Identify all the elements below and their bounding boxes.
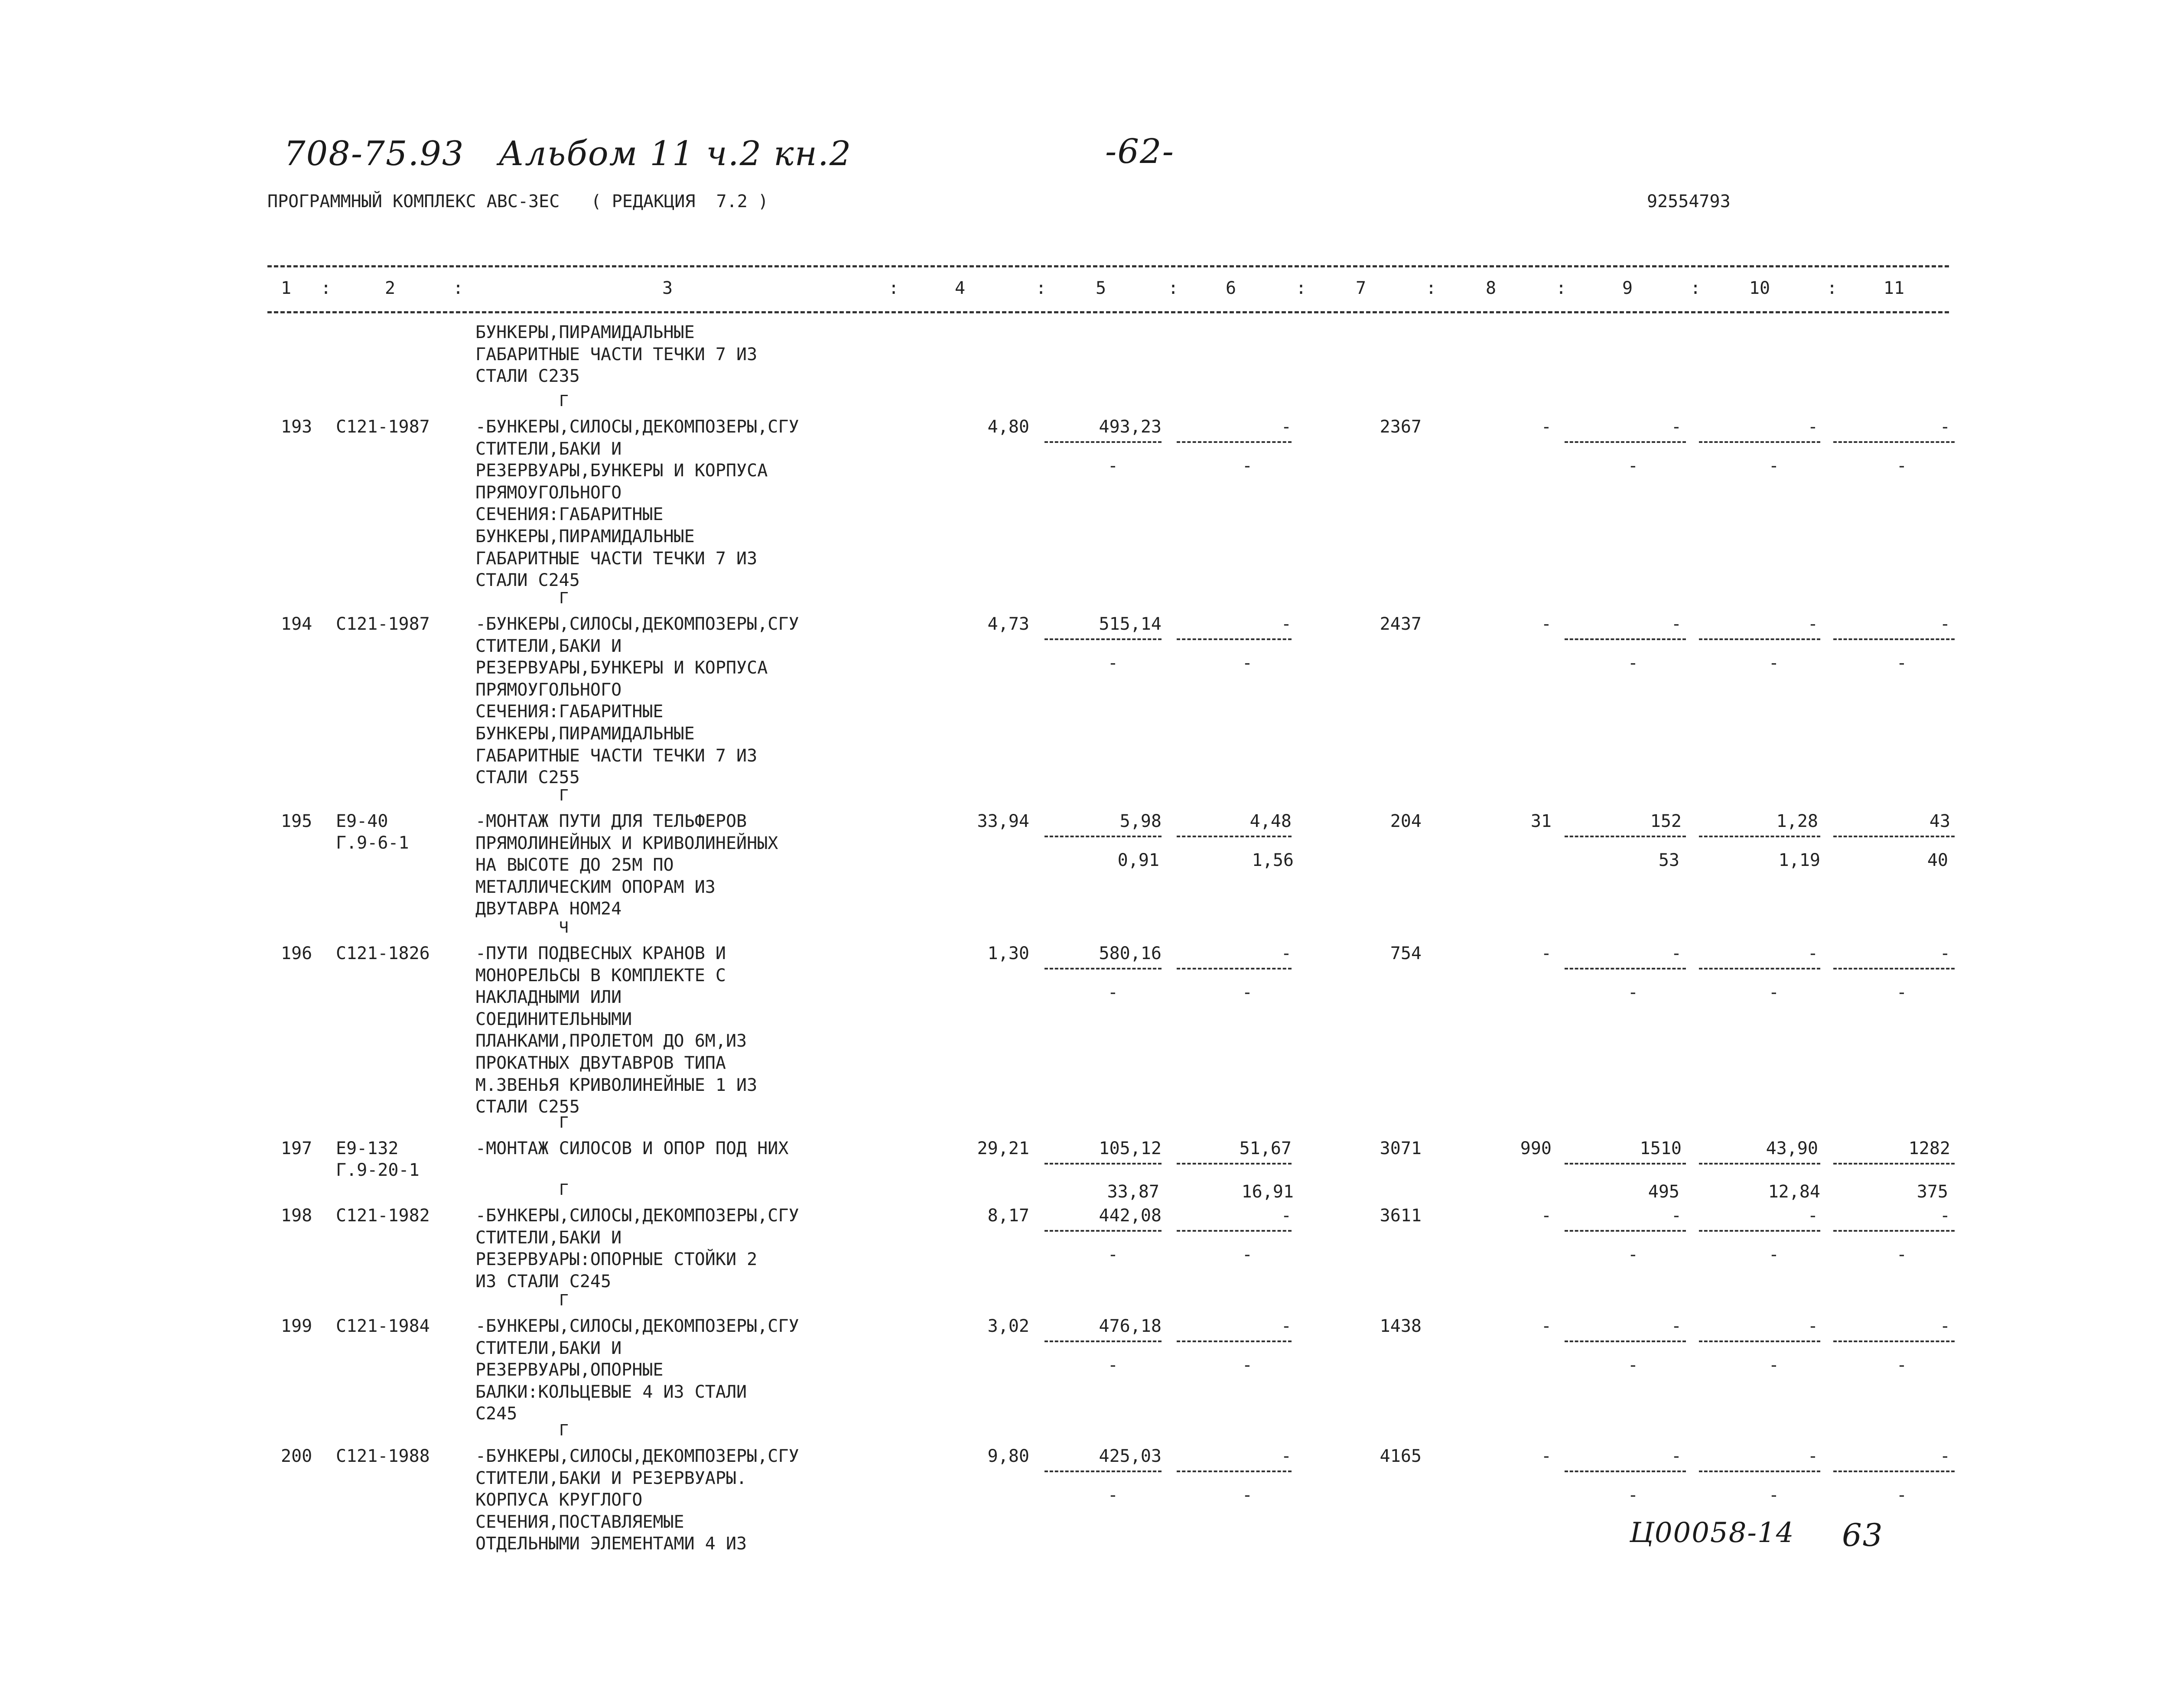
row-mark: Г bbox=[559, 1422, 569, 1439]
column-separator: : bbox=[1827, 278, 1838, 298]
description-line: СТАЛИ С255 bbox=[475, 768, 580, 788]
cell-col9: - bbox=[1671, 1316, 1682, 1336]
column-label: 4 bbox=[954, 278, 966, 298]
column-separator: : bbox=[1556, 278, 1567, 298]
cell-col8: - bbox=[1541, 1206, 1552, 1226]
carryover-line: СТАЛИ С235 bbox=[475, 366, 580, 387]
value-divider bbox=[1044, 1230, 1162, 1232]
column-separator: : bbox=[1690, 278, 1701, 298]
cell-col10: - bbox=[1807, 614, 1818, 634]
description-line: -БУНКЕРЫ,СИЛОСЫ,ДЕКОМПОЗЕРЫ,СГУ bbox=[475, 1446, 799, 1466]
value-divider bbox=[1833, 1230, 1955, 1232]
value-divider bbox=[1044, 441, 1162, 443]
description-line: НА ВЫСОТЕ ДО 25М ПО bbox=[475, 855, 674, 875]
cell-col7: 4165 bbox=[1380, 1446, 1422, 1466]
value-divider bbox=[1177, 968, 1292, 969]
description-line: ПРЯМОУГОЛЬНОГО bbox=[475, 482, 622, 503]
description-line: СЕЧЕНИЯ,ПОСТАВЛЯЕМЫЕ bbox=[475, 1512, 684, 1532]
row-number: 195 bbox=[281, 811, 312, 831]
cell-col4: 4,73 bbox=[987, 614, 1029, 634]
value-divider bbox=[1565, 1340, 1686, 1342]
description-line: НАКЛАДНЫМИ ИЛИ bbox=[475, 987, 622, 1008]
cell-col9: 152 bbox=[1650, 811, 1682, 831]
cell-col5-sub: - bbox=[1107, 1355, 1118, 1375]
row-number: 198 bbox=[281, 1206, 312, 1226]
cell-col11: - bbox=[1939, 1446, 1950, 1466]
cell-col7: 3611 bbox=[1380, 1206, 1422, 1226]
row-mark: Г bbox=[559, 392, 569, 410]
cell-col4: 33,94 bbox=[977, 811, 1029, 831]
description-line: ПРЯМОЛИНЕЙНЫХ И КРИВОЛИНЕЙНЫХ bbox=[475, 833, 778, 853]
value-divider bbox=[1833, 441, 1955, 443]
cell-col6-sub: 16,91 bbox=[1241, 1182, 1294, 1202]
cell-col7: 1438 bbox=[1380, 1316, 1422, 1336]
cell-col5: 515,14 bbox=[1099, 614, 1162, 634]
description-line: ИЗ СТАЛИ С245 bbox=[475, 1271, 612, 1292]
row-description bbox=[475, 1315, 909, 1425]
description-line: ПРЯМОУГОЛЬНОГО bbox=[475, 680, 622, 700]
cell-col10-sub: - bbox=[1768, 983, 1779, 1002]
cell-col7: 2367 bbox=[1380, 417, 1422, 437]
value-divider bbox=[1699, 968, 1820, 969]
value-divider bbox=[1565, 638, 1686, 640]
cell-col9-sub: - bbox=[1627, 653, 1638, 673]
cell-col6-sub: 1,56 bbox=[1252, 850, 1294, 870]
cell-col6: - bbox=[1281, 1446, 1292, 1466]
header-rule-top bbox=[267, 265, 1949, 267]
column-separator: : bbox=[1296, 278, 1307, 298]
value-divider bbox=[1177, 1230, 1292, 1232]
value-divider bbox=[1699, 1230, 1820, 1232]
page-number: -62- bbox=[1105, 132, 1175, 171]
row-description bbox=[475, 1138, 909, 1160]
cell-col10-sub: - bbox=[1768, 1245, 1779, 1265]
cell-col9-sub: - bbox=[1627, 983, 1638, 1002]
cell-col10-sub: - bbox=[1768, 456, 1779, 476]
description-line: СЕЧЕНИЯ:ГАБАРИТНЫЕ bbox=[475, 702, 664, 722]
description-line: СОЕДИНИТЕЛЬНЫМИ bbox=[475, 1009, 632, 1029]
description-line: ОТДЕЛЬНЫМИ ЭЛЕМЕНТАМИ 4 ИЗ bbox=[475, 1534, 747, 1554]
description-line: -БУНКЕРЫ,СИЛОСЫ,ДЕКОМПОЗЕРЫ,СГУ bbox=[475, 614, 799, 634]
value-divider bbox=[1833, 638, 1955, 640]
cell-col6-sub: - bbox=[1242, 1355, 1253, 1375]
value-divider bbox=[1565, 441, 1686, 443]
cell-col6-sub: - bbox=[1242, 983, 1253, 1002]
cell-col7: 3071 bbox=[1380, 1139, 1422, 1158]
description-line: М.ЗВЕНЬЯ КРИВОЛИНЕЙНЫЕ 1 ИЗ bbox=[475, 1075, 758, 1095]
row-code: С121-1826 bbox=[336, 943, 430, 963]
column-label: 1 bbox=[280, 278, 292, 298]
description-line: СТАЛИ С255 bbox=[475, 1097, 580, 1117]
cell-col5-sub: 0,91 bbox=[1117, 850, 1159, 870]
cell-col10: - bbox=[1807, 1206, 1818, 1226]
row-code: Е9-132 bbox=[336, 1139, 399, 1158]
value-divider bbox=[1177, 1163, 1292, 1165]
value-divider bbox=[1177, 836, 1292, 837]
row-mark: Г bbox=[559, 787, 569, 804]
cell-col4: 1,30 bbox=[987, 943, 1029, 963]
row-code: С121-1982 bbox=[336, 1206, 430, 1226]
value-divider bbox=[1044, 1163, 1162, 1165]
cell-col4: 9,80 bbox=[987, 1446, 1029, 1466]
description-line: РЕЗЕРВУАРЫ,БУНКЕРЫ И КОРПУСА bbox=[475, 461, 768, 481]
value-divider bbox=[1699, 638, 1820, 640]
cell-col11-sub: 40 bbox=[1927, 850, 1948, 870]
cell-col4: 29,21 bbox=[977, 1139, 1029, 1158]
cell-col11-sub: - bbox=[1896, 1355, 1907, 1375]
value-divider bbox=[1565, 1163, 1686, 1165]
cell-col9-sub: 53 bbox=[1658, 850, 1679, 870]
row-description bbox=[475, 613, 909, 789]
cell-col11: - bbox=[1939, 943, 1950, 963]
cell-col9-sub: - bbox=[1627, 456, 1638, 476]
cell-col11-sub: - bbox=[1896, 1245, 1907, 1265]
description-line: -БУНКЕРЫ,СИЛОСЫ,ДЕКОМПОЗЕРЫ,СГУ bbox=[475, 1316, 799, 1336]
cell-col11-sub: - bbox=[1896, 1485, 1907, 1505]
cell-col9-sub: - bbox=[1627, 1245, 1638, 1265]
row-mark: Г bbox=[559, 1114, 569, 1132]
value-divider bbox=[1565, 836, 1686, 837]
value-divider bbox=[1177, 1471, 1292, 1472]
row-mark: Г bbox=[559, 589, 569, 607]
cell-col4: 4,80 bbox=[987, 417, 1029, 437]
carryover-text bbox=[475, 322, 909, 387]
description-line: БАЛКИ:КОЛЬЦЕВЫЕ 4 ИЗ СТАЛИ bbox=[475, 1382, 747, 1402]
value-divider bbox=[1833, 1340, 1955, 1342]
row-number: 199 bbox=[281, 1316, 312, 1336]
row-code: С121-1987 bbox=[336, 614, 430, 634]
cell-col5: 442,08 bbox=[1099, 1206, 1162, 1226]
row-code: Е9-40 bbox=[336, 811, 388, 831]
cell-col5: 476,18 bbox=[1099, 1316, 1162, 1336]
value-divider bbox=[1565, 1230, 1686, 1232]
cell-col5-sub: - bbox=[1107, 456, 1118, 476]
description-line: БУНКЕРЫ,ПИРАМИДАЛЬНЫЕ bbox=[475, 526, 695, 547]
description-line: ПЛАНКАМИ,ПРОЛЕТОМ ДО 6М,ИЗ bbox=[475, 1031, 747, 1051]
cell-col8: 31 bbox=[1530, 811, 1552, 831]
description-line: СТИТЕЛИ,БАКИ И bbox=[475, 1338, 622, 1358]
cell-col5: 425,03 bbox=[1099, 1446, 1162, 1466]
cell-col9-sub: 495 bbox=[1648, 1182, 1679, 1202]
description-line: СЕЧЕНИЯ:ГАБАРИТНЫЕ bbox=[475, 504, 664, 525]
column-separator: : bbox=[321, 278, 332, 298]
description-line: БУНКЕРЫ,ПИРАМИДАЛЬНЫЕ bbox=[475, 723, 695, 744]
value-divider bbox=[1699, 1340, 1820, 1342]
value-divider bbox=[1699, 441, 1820, 443]
value-divider bbox=[1565, 968, 1686, 969]
value-divider bbox=[1044, 638, 1162, 640]
cell-col9: - bbox=[1671, 943, 1682, 963]
description-line: СТИТЕЛИ,БАКИ И РЕЗЕРВУАРЫ. bbox=[475, 1468, 747, 1488]
description-line: МЕТАЛЛИЧЕСКИМ ОПОРАМ ИЗ bbox=[475, 877, 716, 897]
row-description bbox=[475, 1445, 909, 1555]
cell-col8: - bbox=[1541, 1446, 1552, 1466]
value-divider bbox=[1177, 441, 1292, 443]
column-label: 11 bbox=[1883, 278, 1905, 298]
cell-col6: - bbox=[1281, 417, 1292, 437]
cell-col8: - bbox=[1541, 417, 1552, 437]
carryover-line: ГАБАРИТНЫЕ ЧАСТИ ТЕЧКИ 7 ИЗ bbox=[475, 344, 758, 364]
cell-col6: 51,67 bbox=[1239, 1139, 1292, 1158]
cell-col8: - bbox=[1541, 1316, 1552, 1336]
description-line: МОНОРЕЛЬСЫ В КОМПЛЕКТЕ С bbox=[475, 965, 726, 986]
cell-col9-sub: - bbox=[1627, 1355, 1638, 1375]
cell-col7: 754 bbox=[1390, 943, 1422, 963]
row-number: 200 bbox=[281, 1446, 312, 1466]
value-divider bbox=[1833, 968, 1955, 969]
cell-col9: - bbox=[1671, 614, 1682, 634]
description-line: СТИТЕЛИ,БАКИ И bbox=[475, 439, 622, 459]
value-divider bbox=[1177, 1340, 1292, 1342]
cell-col10-sub: 12,84 bbox=[1768, 1182, 1820, 1202]
cell-col9: - bbox=[1671, 1206, 1682, 1226]
value-divider bbox=[1044, 968, 1162, 969]
cell-col5: 580,16 bbox=[1099, 943, 1162, 963]
value-divider bbox=[1044, 1471, 1162, 1472]
cell-col6: - bbox=[1281, 1206, 1292, 1226]
cell-col6-sub: - bbox=[1242, 456, 1253, 476]
row-description bbox=[475, 810, 909, 920]
cell-col6: - bbox=[1281, 614, 1292, 634]
doc-code: 708-75.93 bbox=[284, 134, 465, 173]
row-code: С121-1988 bbox=[336, 1446, 430, 1466]
cell-col7: 2437 bbox=[1380, 614, 1422, 634]
cell-col10-sub: - bbox=[1768, 1355, 1779, 1375]
row-description bbox=[475, 943, 909, 1118]
value-divider bbox=[1699, 836, 1820, 837]
cell-col11: - bbox=[1939, 417, 1950, 437]
column-header bbox=[0, 277, 2167, 303]
cell-col7: 204 bbox=[1390, 811, 1422, 831]
description-line: -ПУТИ ПОДВЕСНЫХ КРАНОВ И bbox=[475, 943, 726, 963]
value-divider bbox=[1833, 836, 1955, 837]
album-label: Альбом 11 ч.2 кн.2 bbox=[498, 134, 852, 173]
carryover-line: БУНКЕРЫ,ПИРАМИДАЛЬНЫЕ bbox=[475, 322, 695, 342]
description-line: СТИТЕЛИ,БАКИ И bbox=[475, 1227, 622, 1248]
cell-col5-sub: - bbox=[1107, 983, 1118, 1002]
row-number: 196 bbox=[281, 943, 312, 963]
cell-col9-sub: - bbox=[1627, 1485, 1638, 1505]
cell-col5-sub: - bbox=[1107, 1245, 1118, 1265]
description-line: РЕЗЕРВУАРЫ,БУНКЕРЫ И КОРПУСА bbox=[475, 658, 768, 678]
column-separator: : bbox=[453, 278, 464, 298]
cell-col11-sub: 375 bbox=[1916, 1182, 1948, 1202]
cell-col6: - bbox=[1281, 943, 1292, 963]
column-separator: : bbox=[888, 278, 899, 298]
cell-col9: - bbox=[1671, 417, 1682, 437]
cell-col8: - bbox=[1541, 614, 1552, 634]
archive-number: Ц00058-14 bbox=[1630, 1517, 1795, 1549]
description-line: ДВУТАВРА НОМ24 bbox=[475, 899, 622, 919]
cell-col5: 105,12 bbox=[1099, 1139, 1162, 1158]
cell-col6-sub: - bbox=[1242, 1485, 1253, 1505]
column-label: 3 bbox=[662, 278, 673, 298]
cell-col5-sub: - bbox=[1107, 1485, 1118, 1505]
cell-col11: - bbox=[1939, 614, 1950, 634]
column-label: 2 bbox=[384, 278, 396, 298]
cell-col11: 43 bbox=[1929, 811, 1950, 831]
cell-col11-sub: - bbox=[1896, 983, 1907, 1002]
row-description bbox=[475, 416, 909, 592]
value-divider bbox=[1565, 1471, 1686, 1472]
value-divider bbox=[1699, 1471, 1820, 1472]
row-code: С121-1984 bbox=[336, 1316, 430, 1336]
description-line: СТИТЕЛИ,БАКИ И bbox=[475, 636, 622, 656]
cell-col5: 5,98 bbox=[1119, 811, 1162, 831]
cell-col10-sub: - bbox=[1768, 653, 1779, 673]
description-line: РЕЗЕРВУАРЫ:ОПОРНЫЕ СТОЙКИ 2 bbox=[475, 1249, 758, 1270]
cell-col6: - bbox=[1281, 1316, 1292, 1336]
description-line: -МОНТАЖ СИЛОСОВ И ОПОР ПОД НИХ bbox=[475, 1139, 789, 1158]
column-label: 9 bbox=[1622, 278, 1633, 298]
program-id: 92554793 bbox=[1647, 192, 1731, 211]
row-mark: Г bbox=[559, 1181, 569, 1199]
description-line: ПРОКАТНЫХ ДВУТАВРОВ ТИПА bbox=[475, 1053, 726, 1073]
cell-col5-sub: - bbox=[1107, 653, 1118, 673]
value-divider bbox=[1699, 1163, 1820, 1165]
value-divider bbox=[1833, 1163, 1955, 1165]
cell-col6-sub: - bbox=[1242, 653, 1253, 673]
row-number: 193 bbox=[281, 417, 312, 437]
cell-col8: - bbox=[1541, 943, 1552, 963]
row-code: Г.9-20-1 bbox=[336, 1160, 420, 1180]
cell-col11: 1282 bbox=[1908, 1139, 1950, 1158]
description-line: -БУНКЕРЫ,СИЛОСЫ,ДЕКОМПОЗЕРЫ,СГУ bbox=[475, 417, 799, 437]
cell-col10-sub: 1,19 bbox=[1778, 850, 1820, 870]
row-mark: Ч bbox=[559, 919, 569, 937]
description-line: С245 bbox=[475, 1404, 517, 1424]
sheet-number: 63 bbox=[1842, 1517, 1884, 1553]
cell-col5: 493,23 bbox=[1099, 417, 1162, 437]
column-separator: : bbox=[1426, 278, 1437, 298]
description-line: ГАБАРИТНЫЕ ЧАСТИ ТЕЧКИ 7 ИЗ bbox=[475, 745, 758, 766]
row-code: С121-1987 bbox=[336, 417, 430, 437]
cell-col4: 8,17 bbox=[987, 1206, 1029, 1226]
value-divider bbox=[1833, 1471, 1955, 1472]
cell-col10: - bbox=[1807, 1316, 1818, 1336]
cell-col11-sub: - bbox=[1896, 456, 1907, 476]
row-description bbox=[475, 1205, 909, 1292]
header-rule-bottom bbox=[267, 311, 1949, 313]
cell-col5-sub: 33,87 bbox=[1107, 1182, 1159, 1202]
row-number: 197 bbox=[281, 1139, 312, 1158]
column-separator: : bbox=[1036, 278, 1047, 298]
description-line: ГАБАРИТНЫЕ ЧАСТИ ТЕЧКИ 7 ИЗ bbox=[475, 548, 758, 569]
column-label: 7 bbox=[1355, 278, 1367, 298]
description-line: СТАЛИ С245 bbox=[475, 570, 580, 591]
description-line: КОРПУСА КРУГЛОГО bbox=[475, 1490, 643, 1510]
description-line: -МОНТАЖ ПУТИ ДЛЯ ТЕЛЬФЕРОВ bbox=[475, 811, 747, 831]
cell-col10: - bbox=[1807, 1446, 1818, 1466]
column-label: 10 bbox=[1749, 278, 1770, 298]
column-label: 8 bbox=[1485, 278, 1497, 298]
cell-col6: 4,48 bbox=[1249, 811, 1292, 831]
value-divider bbox=[1044, 836, 1162, 837]
description-line: -БУНКЕРЫ,СИЛОСЫ,ДЕКОМПОЗЕРЫ,СГУ bbox=[475, 1206, 799, 1226]
cell-col10: 43,90 bbox=[1766, 1139, 1818, 1158]
cell-col9: - bbox=[1671, 1446, 1682, 1466]
row-mark: Г bbox=[559, 1292, 569, 1309]
cell-col6-sub: - bbox=[1242, 1245, 1253, 1265]
cell-col10: - bbox=[1807, 943, 1818, 963]
column-label: 6 bbox=[1225, 278, 1236, 298]
cell-col11-sub: - bbox=[1896, 653, 1907, 673]
cell-col11: - bbox=[1939, 1206, 1950, 1226]
value-divider bbox=[1044, 1340, 1162, 1342]
cell-col10: - bbox=[1807, 417, 1818, 437]
cell-col10: 1,28 bbox=[1776, 811, 1818, 831]
value-divider bbox=[1177, 638, 1292, 640]
cell-col10-sub: - bbox=[1768, 1485, 1779, 1505]
row-code: Г.9-6-1 bbox=[336, 833, 409, 853]
column-separator: : bbox=[1168, 278, 1179, 298]
cell-col9: 1510 bbox=[1640, 1139, 1682, 1158]
row-number: 194 bbox=[281, 614, 312, 634]
cell-col11: - bbox=[1939, 1316, 1950, 1336]
column-label: 5 bbox=[1095, 278, 1106, 298]
cell-col8: 990 bbox=[1520, 1139, 1552, 1158]
cell-col4: 3,02 bbox=[987, 1316, 1029, 1336]
description-line: РЕЗЕРВУАРЫ,ОПОРНЫЕ bbox=[475, 1360, 664, 1380]
program-line: ПРОГРАММНЫЙ КОМПЛЕКС АВС-ЗЕС ( РЕДАКЦИЯ 7.2 ) bbox=[267, 192, 768, 211]
